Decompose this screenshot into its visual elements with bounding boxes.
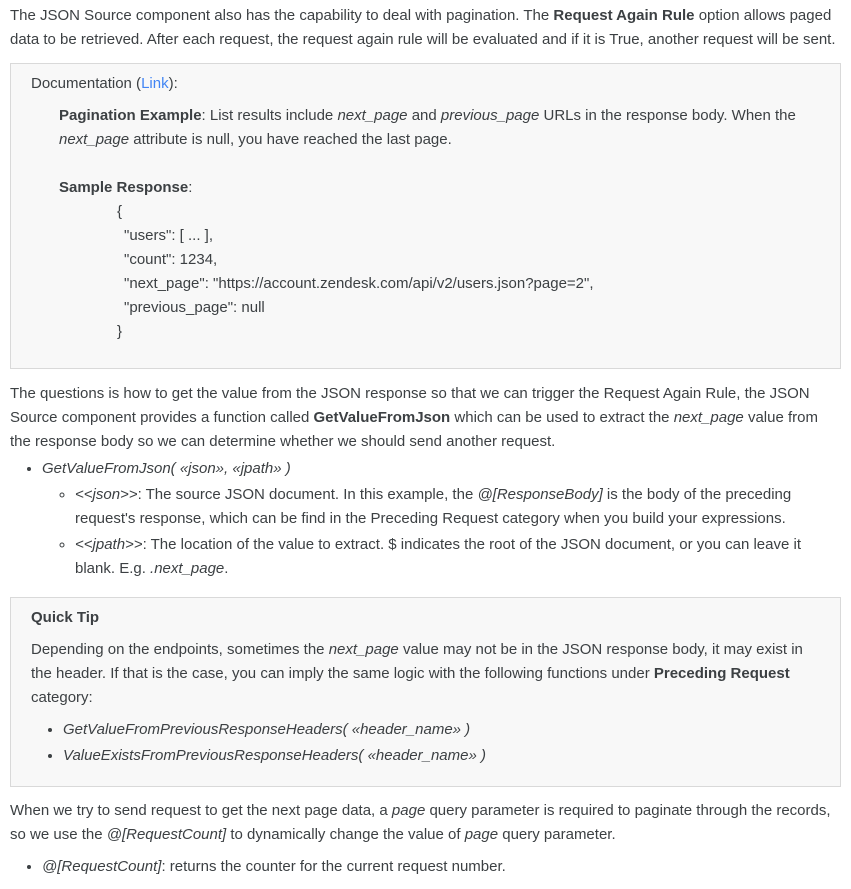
text-run: value from the response body so we can determine whether we should send another request. (10, 409, 818, 450)
bold-run: Request Again Rule (553, 7, 695, 24)
quick-tip-title: Quick Tip (31, 609, 100, 626)
text-run: and (407, 107, 441, 124)
italic-run: @[RequestCount] (42, 858, 162, 875)
list-item (75, 533, 841, 581)
getvaluefromjson-list (10, 457, 841, 581)
list-item (42, 457, 841, 581)
text-run: attribute is null, you have reached the last page. (129, 131, 452, 148)
italic-run: GetValueFromJson( «json», «jpath» ) (42, 460, 291, 477)
getvaluefromjson-sublist (42, 483, 841, 581)
text-run: URLs in the response body. When the (539, 107, 796, 124)
code-line: { (117, 203, 123, 220)
italic-run: @[RequestCount] (106, 826, 227, 843)
requestcount-list (10, 855, 841, 879)
list-item (75, 483, 841, 531)
code-line: "users": [ ... ], (124, 227, 214, 244)
text-run: Documentation ( (31, 75, 142, 92)
list-item (63, 744, 820, 768)
text-run: : The location of the value to extract. $ indicates the root of the JSON document, or you can leave it blank. E.g. (75, 536, 802, 577)
text-run: category: (31, 689, 93, 706)
text-run: When we try to send request to get the next page data, a (10, 802, 392, 819)
text-run: ): (168, 75, 178, 92)
italic-run: <<json>> (75, 486, 138, 503)
intro-paragraph (10, 4, 841, 52)
quick-tip-list (31, 718, 820, 768)
text-run: : returns the counter for the current request number. (161, 858, 506, 875)
text-run: query parameter is required to paginate through the records, so we use the (10, 802, 831, 843)
italic-run: GetValueFromPreviousResponseHeaders( «header_name» ) (63, 721, 471, 738)
code-line: "count": 1234, (124, 251, 218, 268)
text-run: Depending on the endpoints, sometimes the (31, 641, 329, 658)
bold-run: Sample Response (59, 179, 189, 196)
text-run: value may not be in the JSON response body, it may exist in the header. If that is the case, you can imply the same logic with the following functions under (31, 641, 803, 682)
documentation-body (59, 104, 820, 344)
documentation-box (10, 63, 841, 369)
documentation-label (31, 72, 820, 96)
text-run: query parameter. (498, 826, 616, 843)
text-run: : List results include (201, 107, 338, 124)
italic-run: previous_page (440, 107, 540, 124)
italic-run: next_page (59, 131, 130, 148)
bold-run: Pagination Example (59, 107, 202, 124)
italic-run: <<jpath>> (75, 536, 143, 553)
text-run: . (224, 560, 229, 577)
text-run: option allows paged data to be retrieved. After each request, the request again rule will be evaluated and if it is True, another request will be sent. (10, 7, 836, 48)
italic-run: next_page (673, 409, 744, 426)
italic-run: ValueExistsFromPreviousResponseHeaders( «header_name» ) (63, 747, 486, 764)
bold-run: Preceding Request (653, 665, 790, 682)
italic-run: next_page (328, 641, 399, 658)
documentation-link[interactable]: Link (141, 75, 169, 92)
text-run: : (188, 179, 193, 196)
italic-run: page (391, 802, 426, 819)
quick-tip-paragraph (31, 638, 820, 710)
quick-tip-box (10, 597, 841, 787)
list-item (63, 718, 820, 742)
italic-run: @[ResponseBody] (477, 486, 603, 503)
italic-run: page (464, 826, 499, 843)
text-run: The questions is how to get the value from the JSON response so that we can trigger the Request Again Rule, the JSON Source component provides a function called (10, 385, 810, 426)
text-run: : The source JSON document. In this example, the (137, 486, 478, 503)
italic-run: .next_page (150, 560, 225, 577)
questions-paragraph (10, 382, 841, 454)
sample-response-label (59, 176, 820, 200)
text-run: which can be used to extract the (450, 409, 674, 426)
list-item (42, 855, 841, 879)
sample-response-code (117, 200, 820, 344)
paging-paragraph (10, 799, 841, 847)
text-run: to dynamically change the value of (226, 826, 465, 843)
code-line: "next_page": "https://account.zendesk.com/api/v2/users.json?page=2", (124, 275, 594, 292)
pagination-example-paragraph (59, 104, 820, 152)
code-line: "previous_page": null (124, 299, 265, 316)
code-line: } (117, 323, 123, 340)
text-run: The JSON Source component also has the capability to deal with pagination. The (10, 7, 554, 24)
bold-run: GetValueFromJson (313, 409, 451, 426)
text-run: is the body of the preceding request's response, which can be find in the Preceding Request category when you build your expressions. (75, 486, 792, 527)
italic-run: next_page (337, 107, 408, 124)
